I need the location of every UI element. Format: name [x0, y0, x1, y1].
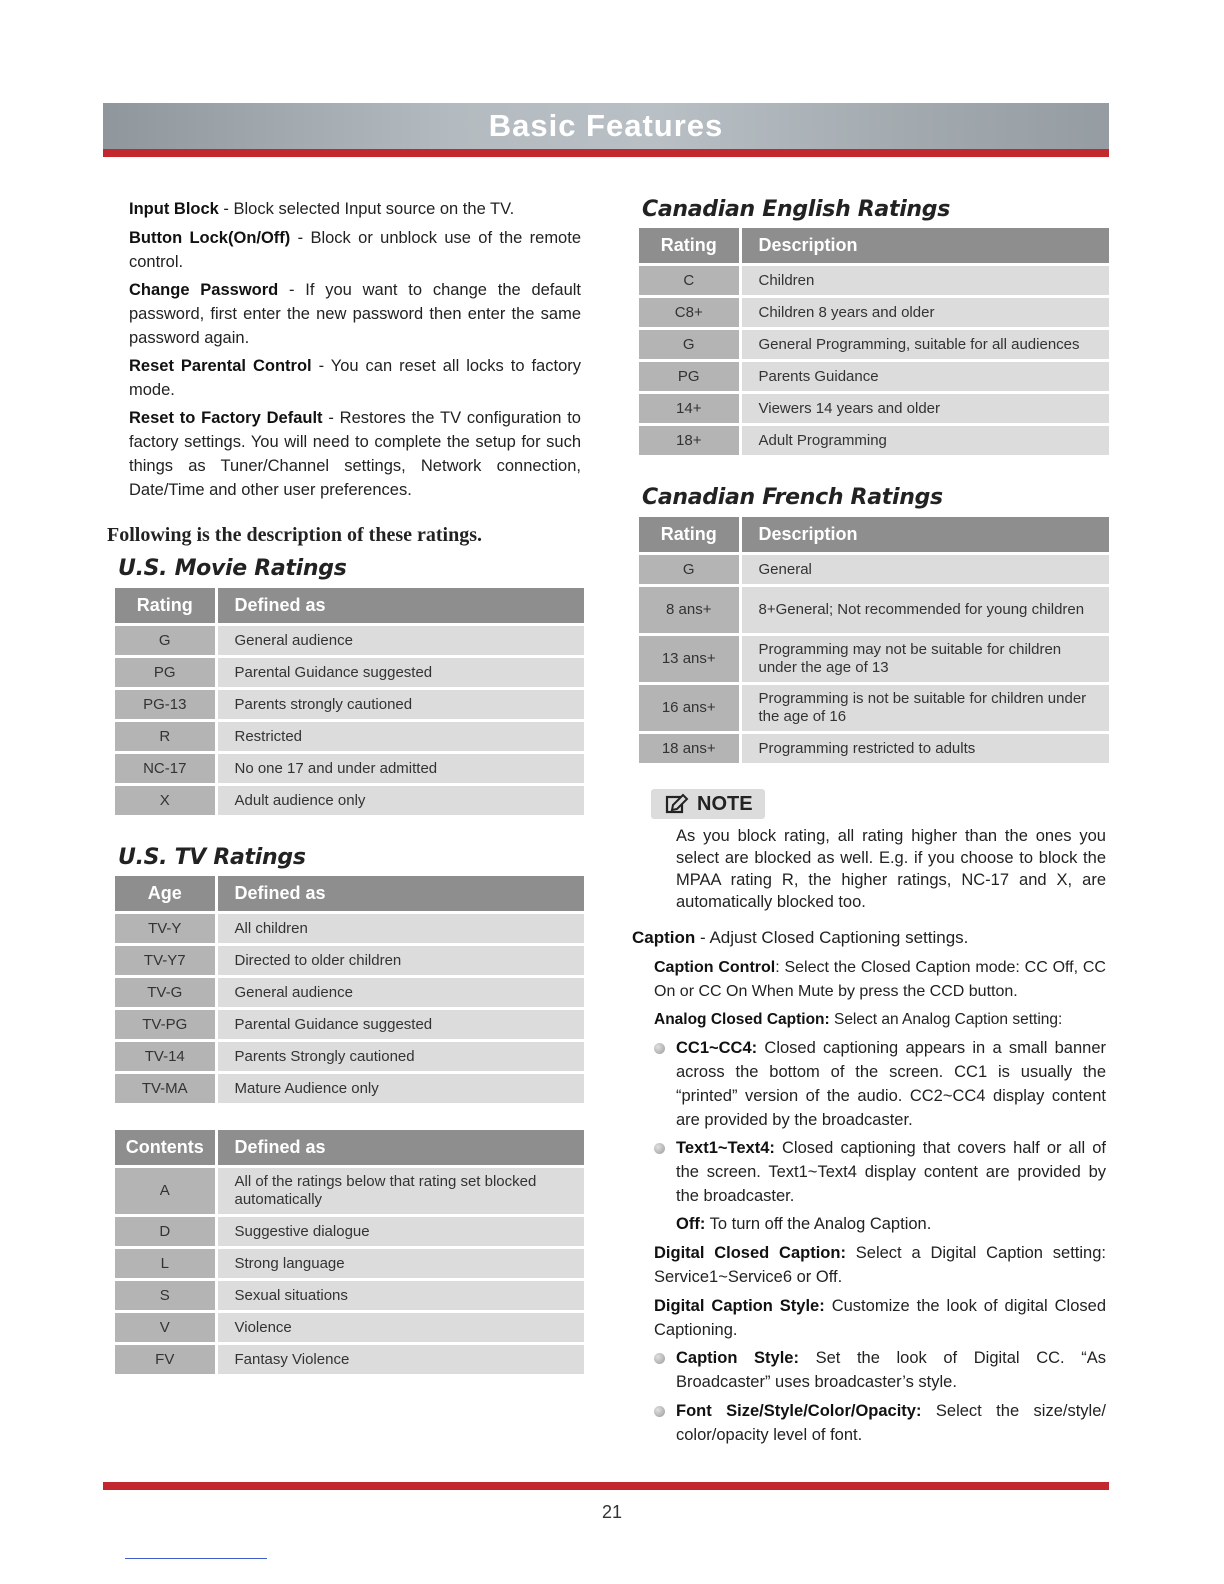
us-movie-title: U.S. Movie Ratings	[118, 556, 347, 581]
caption-control-term: Caption Control	[654, 959, 776, 976]
table-row: PG Parental Guidance suggested	[115, 657, 584, 689]
table-row: TV-Y7 Directed to older children	[115, 945, 584, 977]
digital-caption-term: Digital Closed Caption:	[654, 1244, 846, 1262]
table-row: S Sexual situations	[115, 1280, 584, 1312]
caption-style-desc: Caption Style: Set the look of Digital CC. “As Broadcaster” uses broadcaster’s style.	[676, 1349, 1106, 1391]
table-row: G General	[639, 554, 1109, 586]
change-password-desc: Change Password - If you want to change the default password, first enter the new password then enter the same password again.	[129, 281, 581, 347]
text1-desc: Text1~Text4: Closed captioning that covers half or all of the screen. Text1~Text4 display content are provided by the broadcaster.	[676, 1139, 1106, 1205]
bullet-icon	[654, 1353, 665, 1364]
edit-note-icon	[665, 793, 689, 815]
table-row: FV Fantasy Violence	[115, 1344, 584, 1376]
bullet-icon	[654, 1406, 665, 1417]
table-row: TV-G General audience	[115, 977, 584, 1009]
text1-term: Text1~Text4:	[676, 1139, 775, 1157]
button-lock-desc: Button Lock(On/Off) - Block or unblock use of the remote control.	[129, 229, 581, 271]
caption-desc: Caption - Adjust Closed Captioning settings.	[632, 928, 969, 947]
off-desc: Off: To turn off the Analog Caption.	[676, 1215, 932, 1233]
table-row: TV-PG Parental Guidance suggested	[115, 1009, 584, 1041]
table-row: 18+ Adult Programming	[639, 425, 1109, 457]
table-row: G General audience	[115, 625, 584, 657]
bullet-icon	[654, 1043, 665, 1054]
table-row: A All of the ratings below that rating set blocked automatically	[115, 1167, 584, 1216]
table-row: PG-13 Parents strongly cautioned	[115, 689, 584, 721]
font-desc: Font Size/Style/Color/Opacity: Select the size/style/ color/opacity level of font.	[676, 1402, 1106, 1444]
column-header: Defined as	[216, 588, 584, 625]
change-password-term: Change Password	[129, 281, 279, 299]
note-text: As you block rating, all rating higher than the ones you select are blocked as well. E.g. if you choose to block the MPAA rating R, the higher ratings, NC-17 and X, are automatically blocked too.	[676, 827, 1106, 911]
digital-style-term: Digital Caption Style:	[654, 1297, 825, 1315]
column-header: Defined as	[216, 1130, 584, 1167]
font-term: Font Size/Style/Color/Opacity:	[676, 1402, 922, 1420]
table-row: NC-17 No one 17 and under admitted	[115, 753, 584, 785]
reset-parental-desc: Reset Parental Control - You can reset all locks to factory mode.	[129, 357, 581, 399]
note-label: NOTE	[697, 792, 753, 815]
reset-factory-desc: Reset to Factory Default - Restores the TV configuration to factory settings. You will need to complete the setup for such things as Tuner/Channel settings, Network connection, Date/Time and other user preferences.	[129, 409, 581, 499]
table-row: L Strong language	[115, 1248, 584, 1280]
header-divider	[103, 149, 1109, 157]
us-tv-table	[115, 876, 584, 1106]
page-header-title: Basic Features	[103, 103, 1109, 149]
bullet-icon	[654, 1143, 665, 1154]
table-row: 16 ans+ Programming is not be suitable for children under the age of 16	[639, 684, 1109, 733]
button-lock-term: Button Lock(On/Off)	[129, 229, 291, 247]
digital-caption-desc: Digital Closed Caption: Select a Digital Caption setting: Service1~Service6 or Off.	[654, 1244, 1106, 1286]
column-header: Rating	[639, 517, 740, 554]
canadian-english-title: Canadian English Ratings	[642, 197, 951, 222]
table-row: R Restricted	[115, 721, 584, 753]
column-header: Defined as	[216, 876, 584, 913]
table-row: C Children	[639, 265, 1109, 297]
column-header: Age	[115, 876, 216, 913]
table-row: PG Parents Guidance	[639, 361, 1109, 393]
table-row: D Suggestive dialogue	[115, 1216, 584, 1248]
canadian-french-table	[639, 517, 1109, 766]
table-row: X Adult audience only	[115, 785, 584, 817]
reset-parental-term: Reset Parental Control	[129, 357, 312, 375]
column-header: Description	[740, 228, 1109, 265]
us-movie-table	[115, 588, 584, 818]
table-row: 8 ans+ 8+General; Not recommended for young children	[639, 586, 1109, 635]
column-header: Rating	[639, 228, 740, 265]
canadian-english-table	[639, 228, 1109, 458]
caption-term: Caption	[632, 928, 696, 947]
table-row: TV-MA Mature Audience only	[115, 1073, 584, 1105]
analog-caption-desc: Analog Closed Caption: Select an Analog Caption setting:	[654, 1011, 1063, 1028]
column-header: Contents	[115, 1130, 216, 1167]
input-block-desc: Input Block - Block selected Input source on the TV.	[129, 200, 515, 218]
input-block-term: Input Block	[129, 200, 219, 218]
table-row: 18 ans+ Programming restricted to adults	[639, 733, 1109, 765]
footer-underline	[125, 1558, 267, 1559]
reset-factory-term: Reset to Factory Default	[129, 409, 323, 427]
contents-table	[115, 1130, 584, 1377]
table-row: G General Programming, suitable for all audiences	[639, 329, 1109, 361]
column-header: Description	[740, 517, 1109, 554]
note-badge	[651, 789, 765, 819]
page-number: 21	[601, 1502, 623, 1522]
column-header: Rating	[115, 588, 216, 625]
caption-style-term: Caption Style:	[676, 1349, 799, 1367]
table-row: TV-Y All children	[115, 913, 584, 945]
us-tv-title: U.S. TV Ratings	[118, 845, 306, 870]
canadian-french-title: Canadian French Ratings	[642, 485, 943, 510]
cc1-desc: CC1~CC4: Closed captioning appears in a small banner across the bottom of the screen. CC1 is usually the “printed” version of the audio. CC2~CC4 display content are provided by the broadcaster.	[676, 1039, 1106, 1129]
table-row: V Violence	[115, 1312, 584, 1344]
footer-divider	[103, 1482, 1109, 1490]
table-row: 13 ans+ Programming may not be suitable for children under the age of 13	[639, 635, 1109, 684]
table-row: TV-14 Parents Strongly cautioned	[115, 1041, 584, 1073]
caption-control-desc: Caption Control: Select the Closed Caption mode: CC Off, CC On or CC On When Mute by press the CCD button.	[654, 959, 1106, 1000]
analog-caption-term: Analog Closed Caption:	[654, 1011, 830, 1028]
off-term: Off:	[676, 1215, 706, 1233]
cc1-term: CC1~CC4:	[676, 1039, 758, 1057]
table-row: 14+ Viewers 14 years and older	[639, 393, 1109, 425]
digital-style-desc: Digital Caption Style: Customize the look of digital Closed Captioning.	[654, 1297, 1106, 1339]
table-row: C8+ Children 8 years and older	[639, 297, 1109, 329]
ratings-intro-heading: Following is the description of these ratings.	[107, 524, 482, 546]
